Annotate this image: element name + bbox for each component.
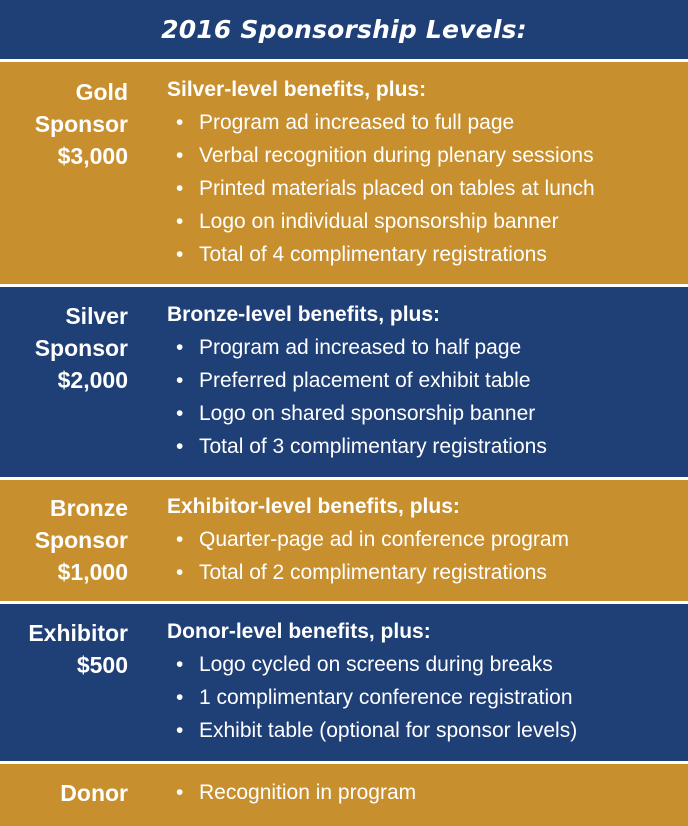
- tier-name-line: $1,000: [57, 559, 128, 585]
- tier-name-line: $2,000: [57, 367, 128, 393]
- benefit-item: • Preferred placement of exhibit table: [167, 364, 680, 397]
- benefit-item: • Quarter-page ad in conference program: [167, 523, 680, 556]
- tier-silver: [0, 287, 688, 477]
- benefit-item: • Printed materials placed on tables at lunch: [167, 172, 680, 205]
- tier-content: [167, 299, 680, 463]
- tier-name: [35, 300, 128, 396]
- tier-name-line: Sponsor: [34, 335, 128, 361]
- benefit-item: • Total of 4 complimentary registrations: [167, 238, 680, 271]
- tier-exhibitor: [0, 604, 688, 761]
- tier-content: [167, 491, 680, 589]
- page-header: [0, 0, 688, 59]
- tier-name: [28, 617, 128, 681]
- tier-name-line: Gold: [75, 79, 128, 105]
- tier-name-line: Exhibitor: [28, 620, 128, 646]
- benefit-list: [167, 331, 680, 463]
- tier-donor: [0, 764, 688, 826]
- benefit-item: • Recognition in program: [167, 776, 680, 809]
- benefit-item: • Program ad increased to full page: [167, 106, 680, 139]
- tier-gold: [0, 62, 688, 284]
- benefit-list: [167, 776, 680, 809]
- tier-intro: Silver-level benefits, plus:: [167, 78, 427, 101]
- benefit-item: • Logo on individual sponsorship banner: [167, 205, 680, 238]
- benefit-list: [167, 648, 680, 747]
- benefit-list: [167, 106, 680, 271]
- tier-name-line: Sponsor: [34, 527, 128, 553]
- benefit-item: • Total of 3 complimentary registrations: [167, 430, 680, 463]
- tier-name-line: $500: [76, 652, 128, 678]
- tier-intro: Bronze-level benefits, plus:: [167, 303, 441, 326]
- benefit-item: • Logo cycled on screens during breaks: [167, 648, 680, 681]
- tier-name: [35, 76, 128, 172]
- tier-name-line: Bronze: [50, 495, 128, 521]
- tier-name-line: Sponsor: [34, 111, 128, 137]
- tier-name: [60, 777, 128, 809]
- tier-content: [167, 616, 680, 747]
- benefit-item: • Verbal recognition during plenary sessions: [167, 139, 680, 172]
- benefit-item: • 1 complimentary conference registration: [167, 681, 680, 714]
- tier-intro: Exhibitor-level benefits, plus:: [167, 495, 460, 518]
- tier-content: [167, 74, 680, 271]
- page-title: 2016 Sponsorship Levels:: [161, 15, 527, 44]
- tier-bronze: [0, 480, 688, 601]
- benefit-item: • Total of 2 complimentary registrations: [167, 556, 680, 589]
- tier-content: [167, 776, 680, 809]
- benefit-item: • Exhibit table (optional for sponsor levels): [167, 714, 680, 747]
- tier-name: [35, 492, 128, 588]
- benefit-item: • Logo on shared sponsorship banner: [167, 397, 680, 430]
- tier-intro: Donor-level benefits, plus:: [167, 620, 431, 643]
- benefit-list: [167, 523, 680, 589]
- benefit-item: • Program ad increased to half page: [167, 331, 680, 364]
- tier-name-line: Donor: [60, 780, 128, 806]
- tier-name-line: $3,000: [57, 143, 128, 169]
- tier-name-line: Silver: [65, 303, 128, 329]
